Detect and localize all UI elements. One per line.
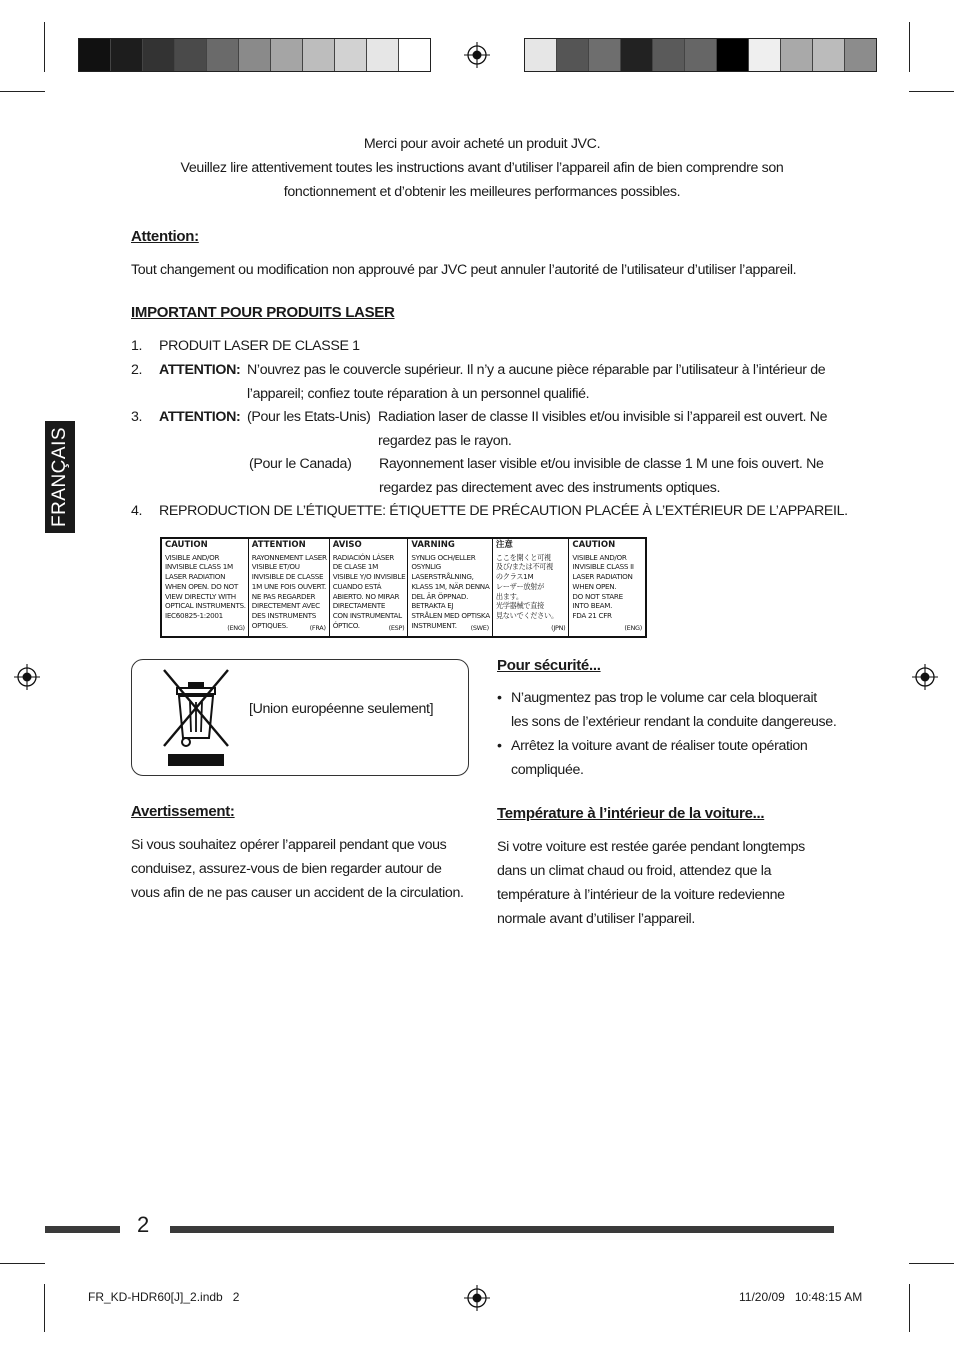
label-panel-line: 光学器械で直接 [495,601,545,611]
label-panel-language: (ENG) [624,624,642,633]
label-panel-line: 出ます。 [495,591,523,601]
label-panel-line: VIEW DIRECTLY WITH [165,591,236,601]
color-swatch [621,39,653,71]
label-panel [249,539,330,636]
crop-mark [909,22,910,72]
label-panel-line: STRÅLEN MED OPTISKA [411,610,490,620]
label-panel-line: ABIERTO. NO MIRAR [332,591,400,601]
label-panel-line: NE PAS REGARDER [251,591,316,601]
label-panel-line: INVISIBLE DE CLASSE [251,572,324,582]
registration-mark-icon [912,664,938,690]
item-text: N’ouvrez pas le couvercle supérieur. Il n’y a aucune pièce réparable par l’utilisateur à l’intérieur de [247,362,826,378]
label-panel-line: KLASS 1M, NÄR DENNA [411,581,490,591]
label-panel-language: (ENG) [227,624,245,633]
text-line: conduisez, assurez-vous de bien regarder autour de [131,861,442,877]
registration-mark-icon [14,664,40,690]
color-swatch [399,39,430,71]
region-label-canada: (Pour le Canada) [249,456,352,472]
footer-rule-left [45,1226,120,1233]
label-panel-line: ここを開くと可視 [495,552,551,562]
color-swatch [653,39,685,71]
label-panel-line: レーザー放射が [495,581,545,591]
label-panel-line: INVISIBLE CLASS II [572,562,634,572]
color-swatch [367,39,399,71]
avertissement-text [131,833,471,905]
crop-mark [0,91,45,92]
crossed-out-wheelie-bin-icon [160,668,232,768]
item-number: 2. [131,362,143,378]
weee-note: [Union européenne seulement] [249,701,434,717]
color-swatch [303,39,335,71]
label-panel-line: OPTICAL INSTRUMENTS. [165,601,246,611]
label-panel-line: VISIBLE Y/O INVISIBLE [332,572,406,582]
temperature-heading: Température à l’intérieur de la voiture... [497,805,765,822]
item-number: 1. [131,338,143,354]
label-panel-line: DEL ÄR ÖPPNAD. [411,591,469,601]
crop-mark [909,1284,910,1332]
registration-mark-icon [464,1285,490,1311]
label-panel-line: ÓPTICO. [332,620,360,630]
list-item-line: compliquée. [511,762,584,778]
color-swatch [685,39,717,71]
attention-heading: Attention: [131,228,199,245]
caution-label [160,537,647,638]
list-item-line: les sons de l’extérieur rendant la conduite dangereuse. [511,714,837,730]
label-panel-title: CAUTION [572,540,616,550]
label-panel-line: DIRECTAMENTE [332,601,386,611]
label-panel-line: OSYNLIG [411,562,441,572]
temperature-text [497,835,842,931]
label-panel [569,539,645,636]
crop-mark [909,1263,954,1264]
label-panel-line: WHEN OPEN. DO NOT [165,581,238,591]
list-item-line: • Arrêtez la voiture avant de réaliser toute opération [511,738,808,754]
color-bar-left [78,38,431,72]
label-panel-line: CUANDO ESTÁ [332,581,382,591]
intro [131,132,833,204]
label-panel-title: 注意 [495,540,513,550]
label-panel-line: CON INSTRUMENTAL [332,610,402,620]
color-swatch [79,39,111,71]
label-panel-title: CAUTION [165,540,208,550]
list-item [497,686,842,734]
color-swatch [717,39,749,71]
laser-heading: IMPORTANT POUR PRODUITS LASER [131,304,395,321]
label-panel-line: LASERSTRÅLNING, [411,572,474,582]
label-panel-line: BETRAKTA EJ [411,601,454,611]
color-swatch [557,39,589,71]
item-text: regardez pas directement avec des instruments optiques. [379,480,721,496]
crop-mark [909,91,954,92]
attention-text: Tout changement ou modification non approuvé par JVC peut annuler l’autorité de l’utilisateur d’utiliser l’appareil. [131,262,797,278]
color-swatch [143,39,175,71]
label-panel-line: INVISIBLE CLASS 1M [165,562,233,572]
footer-timestamp: 11/20/09 10:48:15 AM [739,1290,863,1304]
avertissement-heading: Avertissement: [131,803,235,820]
crop-mark [0,1263,45,1264]
label-panel-line: 及び/または不可視 [495,562,554,572]
color-swatch [175,39,207,71]
color-swatch [335,39,367,71]
intro-line: Merci pour avoir acheté un produit JVC. [363,136,601,152]
color-swatch [813,39,845,71]
color-bar-right [524,38,877,72]
color-swatch [589,39,621,71]
language-tab-label: FRANÇAIS [49,426,70,528]
label-panel-language: (JPN) [551,624,566,633]
text-line: température à l’intérieur de la voiture redevienne [497,887,785,903]
item-label: ATTENTION: [159,409,241,425]
item-text: PRODUIT LASER DE CLASSE 1 [159,338,360,354]
list-item [497,734,842,782]
text-line: Si votre voiture est restée garée pendant longtemps [497,839,805,855]
label-panel-language: (FRA) [309,624,326,633]
label-panel-line: INTO BEAM. [572,601,613,611]
color-swatch [271,39,303,71]
label-panel [330,539,409,636]
weee-notice-box [131,659,469,776]
label-panel-line: 見ないでください。 [495,610,558,620]
label-panel-line: RADIACIÓN LÁSER [332,552,394,562]
label-panel-title: ATTENTION [251,540,306,550]
label-panel-line: DES INSTRUMENTS [251,610,316,620]
crop-mark [44,1284,45,1332]
label-panel-line: OPTIQUES. [251,620,288,630]
color-swatch [111,39,143,71]
label-panel-line: LASER RADIATION [165,572,226,582]
item-number: 4. [131,503,143,519]
color-swatch [525,39,557,71]
label-panel-title: VARNING [411,540,455,550]
label-panel-line: WHEN OPEN. [572,581,617,591]
label-panel [493,539,570,636]
item-text: Radiation laser de classe II visibles et/ou invisible si l’appareil est ouvert. Ne [378,409,828,425]
securite-heading: Pour sécurité... [497,657,601,674]
label-panel-line: VISIBLE ET/OU [251,562,300,572]
text-line: normale avant d’utiliser l’appareil. [497,911,695,927]
label-panel-line: DE CLASE 1M [332,562,379,572]
color-swatch [845,39,876,71]
item-number: 3. [131,409,143,425]
text-line: Si vous souhaitez opérer l’appareil pendant que vous [131,837,447,853]
item-text: Rayonnement laser visible et/ou invisible de classe 1 M une fois ouvert. Ne [379,456,824,472]
label-panel-line: のクラス1M [495,572,534,582]
label-panel-language: (SWE) [470,624,489,633]
color-swatch [239,39,271,71]
color-swatch [207,39,239,71]
text-line: vous afin de ne pas causer un accident de la circulation. [131,885,464,901]
label-panel-line: 1M UNE FOIS OUVERT. [251,581,327,591]
label-panel-line: DO NOT STARE [572,591,623,601]
label-panel-language: (ESP) [388,624,405,633]
label-panel-line: VISIBLE AND/OR [572,552,627,562]
color-swatch [749,39,781,71]
item-text: regardez pas le rayon. [378,433,512,449]
item-text: l’appareil; confiez toute réparation à un personnel qualifié. [247,386,590,402]
list-item-line: • N’augmentez pas trop le volume car cela bloquerait [511,690,817,706]
label-panel-line: DIRECTEMENT AVEC [251,601,320,611]
registration-mark-icon [464,42,490,68]
footer-file: FR_KD-HDR60[J]_2.indb 2 [88,1290,240,1304]
intro-line: Veuillez lire attentivement toutes les instructions avant d’utiliser l’appareil afin de bien comprendre son [180,160,784,176]
text-line: dans un climat chaud ou froid, attendez que la [497,863,772,879]
crop-mark [44,22,45,72]
label-panel-line: LASER RADIATION [572,572,633,582]
item-text: REPRODUCTION DE L’ÉTIQUETTE: ÉTIQUETTE DE PRÉCAUTION PLACÉE À L’EXTÉRIEUR DE L’APPAREIL. [159,503,848,519]
region-label-us: (Pour les Etats-Unis) [247,409,371,425]
page-number: 2 [137,1212,150,1237]
color-swatch [781,39,813,71]
label-panel-line: SYNLIG OCH/ELLER [411,552,476,562]
label-panel-line: INSTRUMENT. [411,620,457,630]
label-panel-title: AVISO [332,540,362,550]
label-panel-line: IEC60825-1:2001 [165,610,223,620]
label-panel-line: RAYONNEMENT LASER [251,552,327,562]
label-panel-line: FDA 21 CFR [572,610,612,620]
footer-rule-right [170,1226,834,1233]
securite-list [497,686,842,782]
intro-line: fonctionnement et d’obtenir les meilleures performances possibles. [283,184,681,200]
label-panel-line: VISIBLE AND/OR [165,552,220,562]
item-label: ATTENTION: [159,362,241,378]
language-tab [45,421,75,533]
label-panel [408,539,493,636]
label-panel [162,539,249,636]
